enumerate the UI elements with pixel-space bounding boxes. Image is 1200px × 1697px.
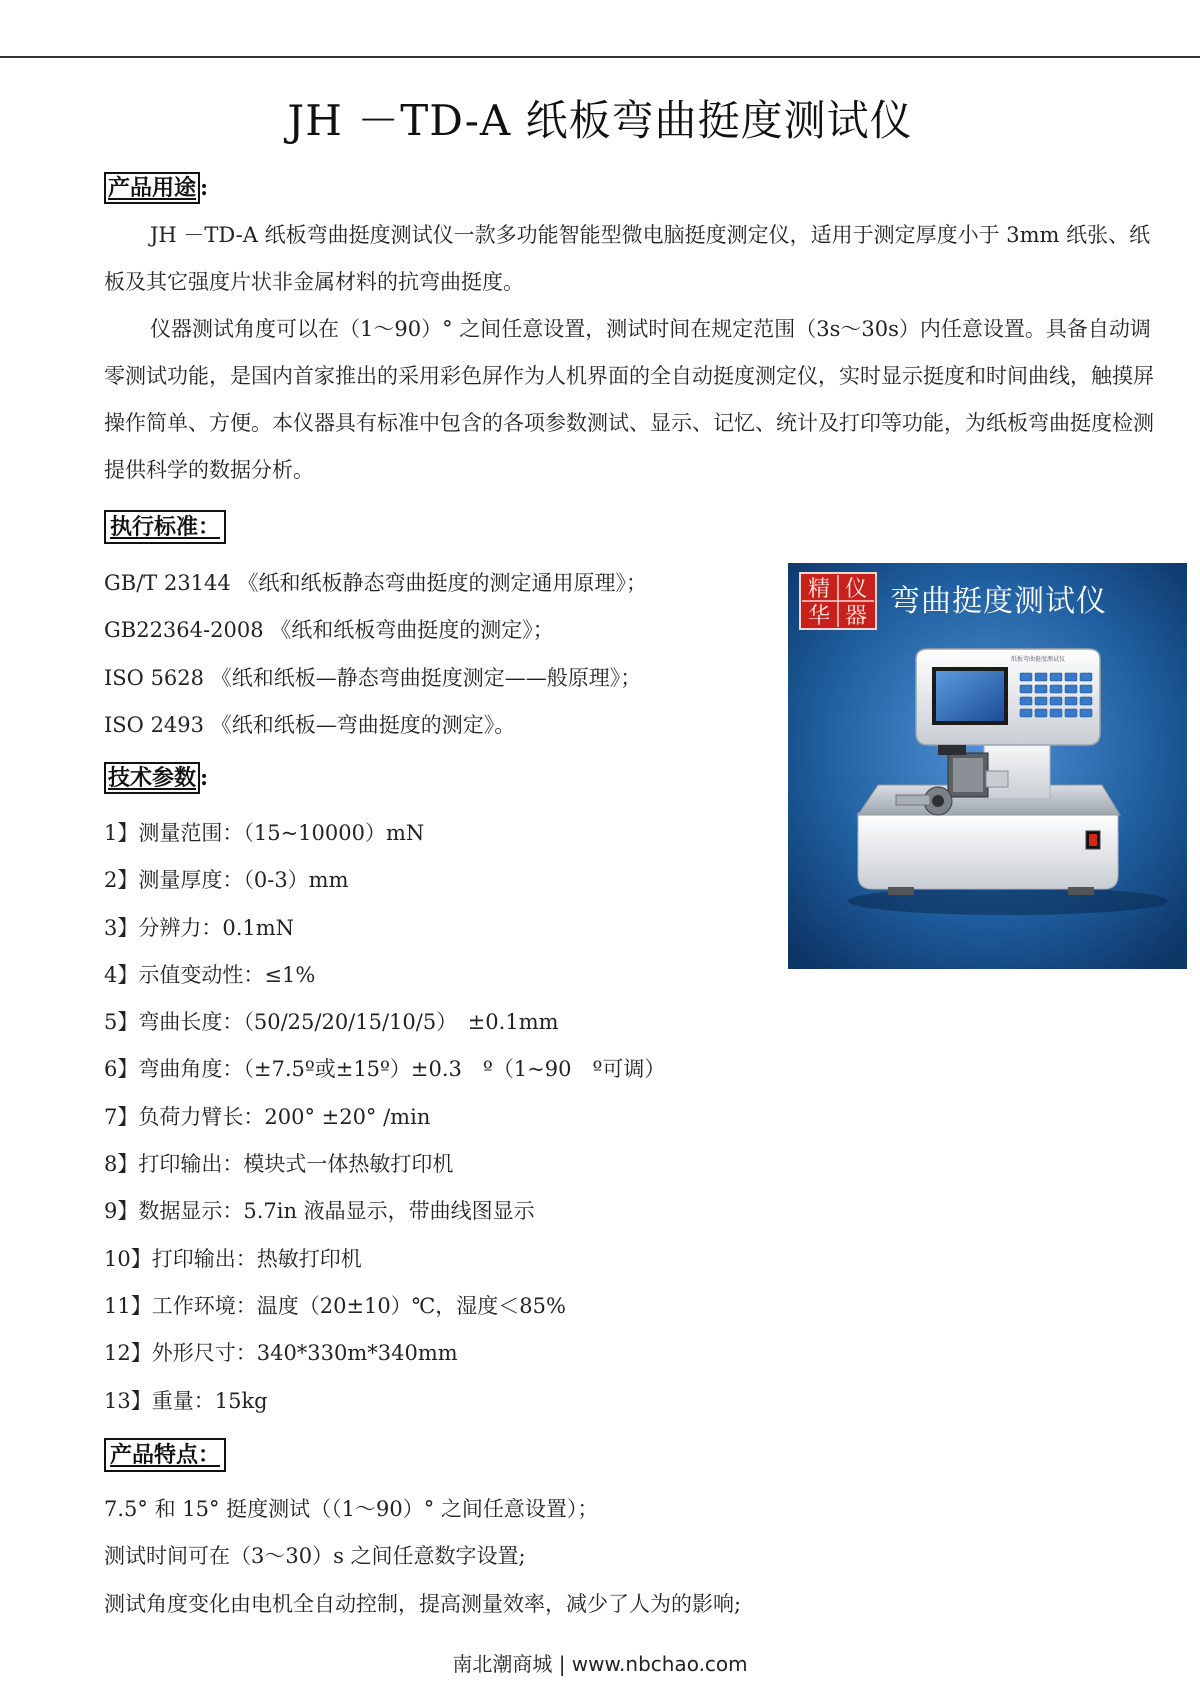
params-header-text: 技术参数	[108, 765, 197, 791]
stamp-char: 仪	[844, 577, 868, 602]
usage-paragraph-2-text: 仪器测试角度可以在（1～90）° 之间任意设置，测试时间在规定范围（3s～30s）内任意设置。具备自动调零测试功能，是国内首家推出的采用彩色屏作为人机界面的全自动挺度测定仪，实时显示挺度和时间曲线，触摸屏操作简单、方便。本仪器具有标准中包含的各项参数测试、显示、记忆、统计及打印等功能，为纸板弯曲挺度检测提供科学的数据分析。	[104, 317, 1154, 482]
page-title: JH －TD-A 纸板弯曲挺度测试仪	[287, 96, 913, 145]
feature-item: 7.5° 和 15° 挺度测试（（1～90）° 之间任意设置）；	[104, 1497, 599, 1521]
feature-item: 测试时间可在（3～30）s 之间任意数字设置;	[104, 1544, 526, 1569]
usage-paragraph-1-text: JH －TD-A 纸板弯曲挺度测试仪一款多功能智能型微电脑挺度测定仪，适用于测定厚度小于 3mm 纸张、纸板及其它强度片状非金属材料的抗弯曲挺度。	[104, 223, 1151, 294]
param-item: 9】数据显示：5.7in 液晶显示，带曲线图显示	[104, 1199, 535, 1224]
stamp-char: 器	[844, 604, 868, 629]
device-label-text: 纸板弯曲挺度测试仪	[1010, 656, 1066, 663]
section-header-usage	[104, 172, 208, 202]
features-list	[104, 1486, 741, 1628]
product-photo	[788, 563, 1187, 969]
params-list	[104, 810, 665, 1425]
param-item: 2】测量厚度：（0-3）mm	[104, 868, 349, 893]
usage-paragraph-2	[104, 306, 1164, 494]
features-header-text: 产品特点：	[110, 1442, 221, 1468]
top-rule	[0, 56, 1200, 58]
param-item: 13】重量：15kg	[104, 1388, 268, 1413]
brand-stamp-icon	[800, 573, 876, 629]
feature-item: 测试角度变化由电机全自动控制，提高测量效率，减少了人为的影响;	[104, 1591, 742, 1616]
stamp-char: 精	[807, 577, 831, 602]
section-header-standards	[104, 510, 226, 544]
param-item: 8】打印输出：模块式一体热敏打印机	[104, 1152, 454, 1177]
param-item: 5】弯曲长度：（50/25/20/15/10/5） ±0.1mm	[104, 1010, 559, 1035]
params-header-colon: :	[200, 765, 209, 791]
standard-item: GB/T 23144 《纸和纸板静态弯曲挺度的测定通用原理》；	[104, 571, 647, 595]
standard-item: ISO 5628 《纸和纸板—静态弯曲挺度测定——般原理》；	[104, 665, 642, 690]
section-header-params	[104, 762, 208, 792]
param-item: 4】示值变动性：≤1%	[104, 962, 316, 987]
param-item: 10】打印输出：热敏打印机	[104, 1246, 362, 1271]
section-header-features	[104, 1438, 226, 1472]
param-item: 11】工作环境：温度（20±10）℃，湿度＜85%	[104, 1293, 566, 1318]
param-item: 7】负荷力臂长：200° ±20° /min	[104, 1104, 431, 1129]
usage-header-text: 产品用途	[108, 175, 197, 201]
standard-item: GB22364-2008 《纸和纸板弯曲挺度的测定》；	[104, 618, 554, 643]
footer-source: 南北潮商城 | www.nbchao.com	[452, 1652, 748, 1676]
usage-paragraph-1	[104, 212, 1164, 306]
param-item: 3】分辨力：0.1mN	[104, 915, 295, 940]
stamp-char: 华	[807, 604, 831, 629]
param-item: 12】外形尺寸：340*330m*340mm	[104, 1341, 458, 1366]
param-item: 1】测量范围：（15~10000）mN	[104, 821, 425, 845]
photo-banner-text: 弯曲挺度测试仪	[890, 584, 1107, 619]
usage-header-colon: :	[200, 175, 209, 201]
standard-item: ISO 2493 《纸和纸板—弯曲挺度的测定》。	[104, 712, 516, 737]
standards-list	[104, 560, 647, 749]
param-item: 6】弯曲角度：（±7.5º或±15º）±0.3 º（1~90 º可调）	[104, 1057, 666, 1082]
standards-header-text: 执行标准：	[110, 514, 221, 540]
